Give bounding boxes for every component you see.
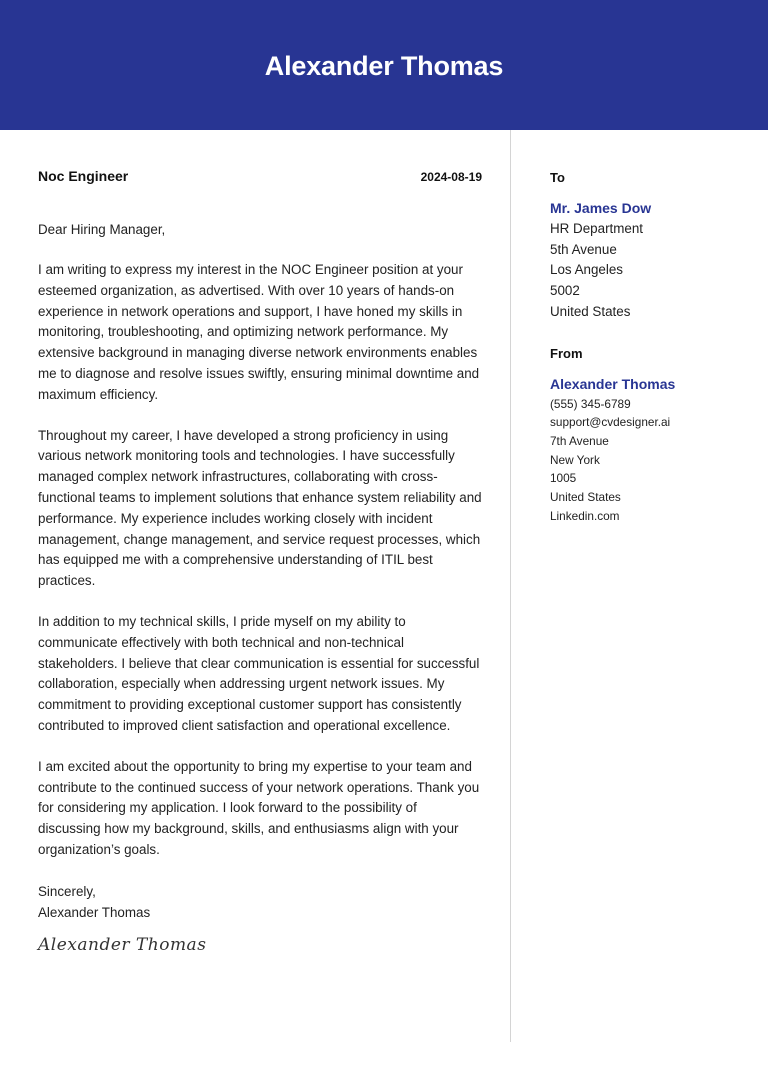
greeting: Dear Hiring Manager, xyxy=(38,222,166,237)
handwritten-signature: Alexander Thomas xyxy=(38,934,207,955)
recipient-name: Mr. James Dow xyxy=(550,200,652,216)
closing-salutation: Sincerely, xyxy=(38,883,96,899)
sender-city: New York xyxy=(550,452,600,467)
recipient-street: 5th Avenue xyxy=(550,241,617,257)
letter-meta-row xyxy=(38,168,482,188)
recipient-department: HR Department xyxy=(550,221,644,236)
paragraph-3: In addition to my technical skills, I pride myself on my ability to communicate effectively with both technical and non-technical stakeholders. I believe that clear communication is essential for successful collaboration, especially when addressing urgent network issues. My commitment to providing exceptional customer support has consistently contributed to improved client satisfaction and operational excellence. xyxy=(38,613,480,733)
sender-street: 7th Avenue xyxy=(550,433,609,448)
paragraph-2: Throughout my career, I have developed a strong proficiency in using various network monitoring tools and technologies. I have successfully managed complex network infrastructures, collaborating with cross-functional teams to implement solutions that enhance system reliability and performance. My experience includes working closely with incident management, change management, and service request processes, which has equipped me with a comprehensive understanding of ITIL best practices. xyxy=(38,427,482,589)
contact-sidebar xyxy=(550,168,750,525)
paragraph-1: I am writing to express my interest in the NOC Engineer position at your esteemed organization, as advertised. With over 10 years of hands-on experience in network operations and support, I have honed my skills in monitoring, troubleshooting, and optimizing network performance. My extensive background in managing diverse network environments enables me to diagnose and resolve issues swiftly, ensuring minimal downtime and maximum efficiency. xyxy=(38,262,480,402)
recipient-city: Los Angeles xyxy=(550,262,623,278)
job-title: Noc Engineer xyxy=(38,168,129,184)
from-heading: From xyxy=(550,345,583,361)
recipient-country: United States xyxy=(550,303,631,319)
letter-date: 2024-08-19 xyxy=(420,170,482,184)
recipient-zip: 5002 xyxy=(550,283,580,299)
column-divider xyxy=(510,130,511,1042)
sender-country: United States xyxy=(550,490,621,505)
sender-phone: (555) 345-6789 xyxy=(550,396,631,411)
closing-name: Alexander Thomas xyxy=(38,904,151,920)
sender-zip: 1005 xyxy=(550,471,577,486)
sender-link: Linkedin.com xyxy=(550,508,620,523)
sender-email: support@cvdesigner.ai xyxy=(550,415,671,430)
header-banner xyxy=(0,0,768,130)
closing-block xyxy=(38,881,482,923)
applicant-name-title: Alexander Thomas xyxy=(264,50,504,81)
sender-name: Alexander Thomas xyxy=(550,375,676,392)
to-heading: To xyxy=(550,170,565,185)
letter-body xyxy=(38,168,482,955)
paragraph-4: I am excited about the opportunity to bring my expertise to your team and contribute to the continued success of your network operations. Thank you for considering my application. I look forward to the possibility of discussing how my background, skills, and enthusiasms align with your organization’s goals. xyxy=(38,758,480,857)
